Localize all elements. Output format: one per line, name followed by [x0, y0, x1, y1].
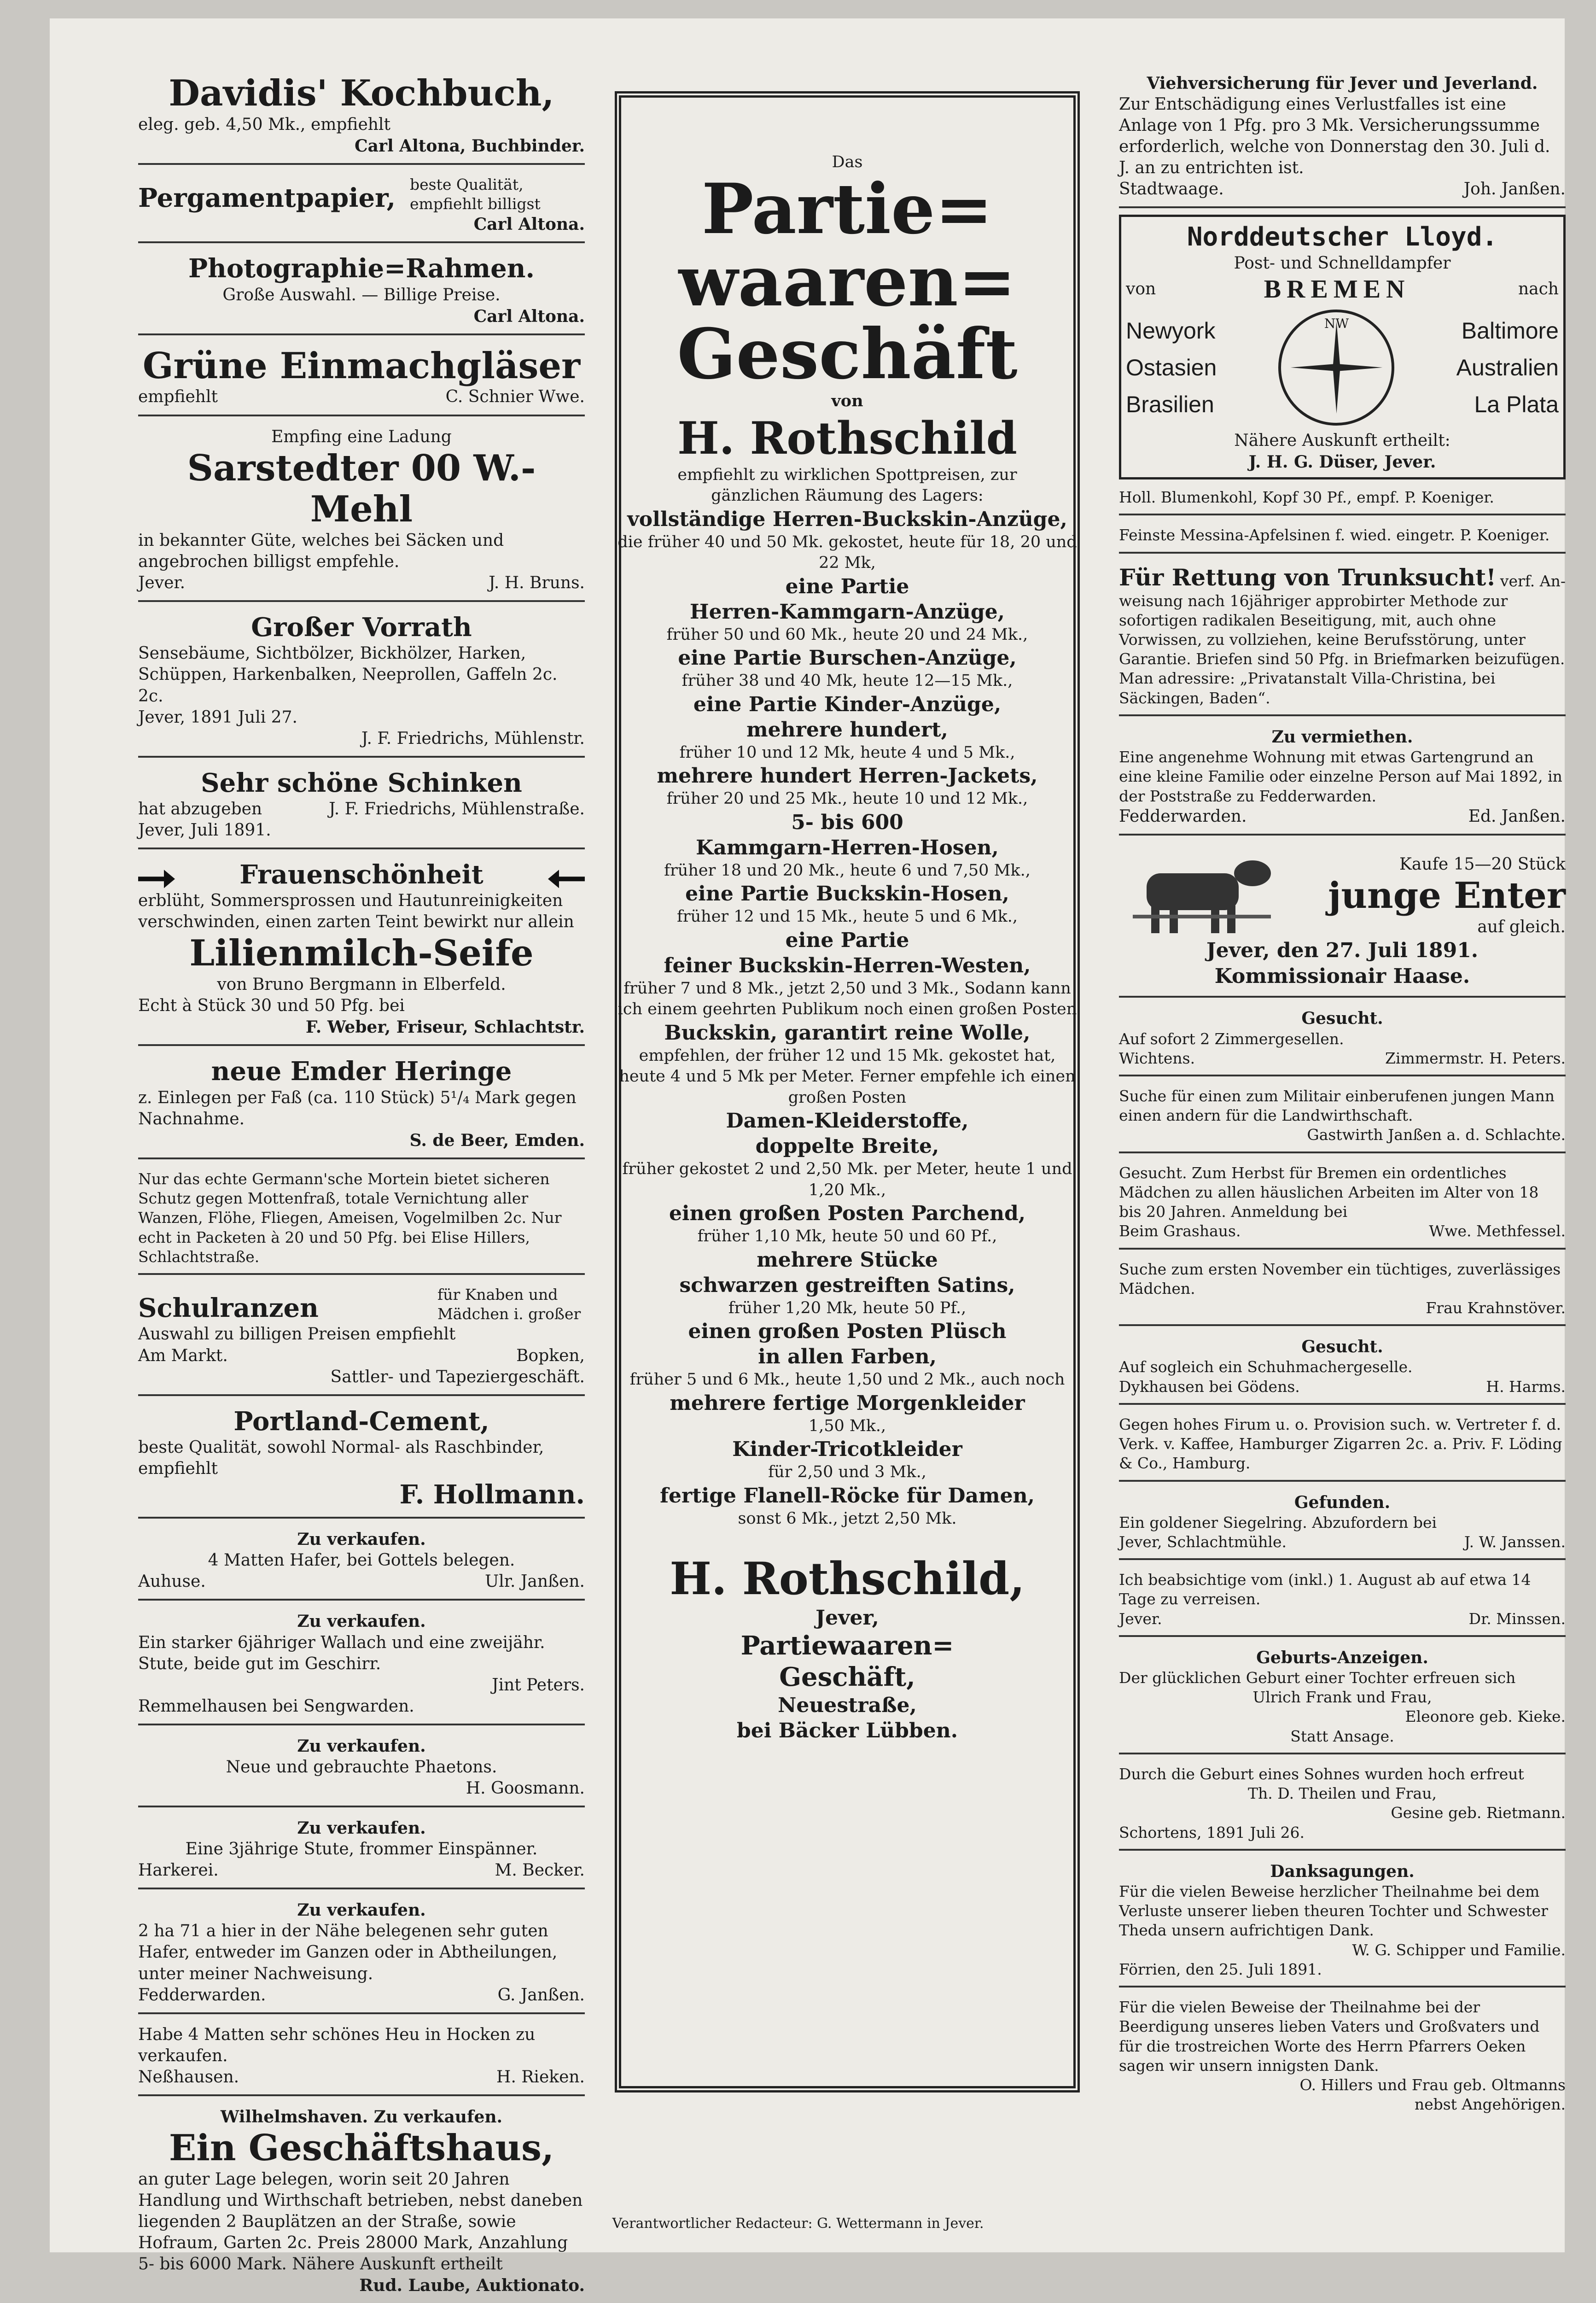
ad-geburt-tochter [1119, 1643, 1566, 1754]
ad-date: Förrien, den 25. Juli 1891. [1119, 1960, 1322, 1978]
ad-text: Zur Entschädigung eines Verlustfalles ist eine Anlage von 1 Pfg. pro 3 Mk. Versicherungssumme erforderlich, welche von Donnerstag den 30. Juli d. J. an zu entrichten ist. [1119, 95, 1550, 178]
ad-date: Jever, 1891 Juli 27. [138, 707, 297, 727]
ad-signature: J. F. Friedrichs, Mühlenstr. [361, 729, 585, 748]
ad-place: Jever, Schlachtmühle. [1119, 1532, 1287, 1551]
ad-text: Auswahl zu billigen Preisen empfiehlt [138, 1325, 456, 1344]
offer-list [617, 507, 1078, 1530]
offer-item-price: früher 7 und 8 Mk., jetzt 2,50 und 3 Mk., Sodann kann ich einem geehrten Publikum noch einen großen Posten [617, 979, 1077, 1019]
compass-icon [1278, 310, 1394, 426]
ad-text: Empfing eine Ladung [271, 427, 452, 446]
ad-title: Photographie=Rahmen. [188, 253, 535, 284]
pointing-hand-icon [548, 867, 585, 890]
ad-geburt-sohn [1119, 1761, 1566, 1851]
ad-signature: Jint Peters. [492, 1675, 585, 1695]
offer-item-title: eine Partie Kinder-Anzüge, [693, 692, 1002, 716]
ad-signature: H. Harms. [1486, 1377, 1566, 1396]
offer-item-price: früher 5 und 6 Mk., heute 1,50 und 2 Mk., auch noch [629, 1370, 1065, 1389]
ad-text: erblüht, Sommersprossen und Hautunreinigkeiten verschwinden, einen zarten Teint bewirkt nur allein [138, 891, 574, 932]
ad-text: verf. An- [1500, 572, 1566, 590]
ad-text: Eine angenehme Wohnung mit etwas Gartengrund an eine kleine Familie oder einzelne Person auf Mai 1892, in der Poststraße zu Fedderwarden. [1119, 748, 1562, 805]
ad-maedchen [1119, 1160, 1566, 1250]
ad-text: Habe 4 Matten sehr schönes Heu in Hocken zu verkaufen. [138, 2025, 536, 2065]
ad-vermiethen [1119, 723, 1566, 836]
offer-item-title: eine Partie [785, 928, 909, 952]
destination: Brasilien [1126, 391, 1214, 417]
merchant-address: Neuestraße, [778, 1693, 917, 1717]
ad-signature: H. Rieken. [496, 2067, 585, 2087]
ad-vorrath [138, 608, 585, 758]
offer-item-title: mehrere Stücke [757, 1248, 938, 1272]
ad-title: Partiewaaren= [740, 1631, 954, 1661]
ad-signature: Ulrich Frank und Frau, [1252, 1688, 1432, 1707]
ad-signature: F. Weber, Friseur, Schlachtstr. [305, 1017, 585, 1037]
ad-heading: Gesucht. [1301, 1337, 1383, 1357]
ad-signature: Frau Krahnstöver. [1426, 1299, 1566, 1317]
ad-heading: Zu verkaufen. [297, 1900, 426, 1920]
ad-photo-rahmen [138, 250, 585, 335]
ad-heading: Zu verkaufen. [297, 1612, 426, 1631]
ad-frauenschoenheit [138, 856, 585, 1046]
ad-signature: J. F. Friedrichs, Mühlenstraße. [329, 799, 585, 818]
destinations-left [1126, 312, 1217, 423]
ad-heading: Zu verkaufen. [297, 1736, 426, 1756]
ad-text: Statt Ansage. [1290, 1727, 1394, 1745]
offer-item-title: 5- bis 600 [791, 810, 903, 834]
ad-place: Jever. [1119, 1609, 1162, 1628]
ad-text: an guter Lage belegen, worin seit 20 Jahren Handlung und Wirthschaft betrieben, nebst daneben liegenden 2 Bauplätzen an der Straße, sowie Hofraum, Garten 2c. Preis 28000 Mark, Anzahlung 5- bis 6000 Mark. Nähere Auskunft ertheilt [138, 2169, 583, 2274]
ad-heading: Gefunden. [1294, 1492, 1391, 1512]
merchant-name: H. Rothschild, [670, 1553, 1025, 1605]
offer-item-title: eine Partie Burschen-Anzüge, [678, 646, 1017, 670]
merchant-town: Jever, [815, 1606, 879, 1630]
ad-place: Fedderwarden. [138, 1985, 266, 2005]
ad-landwirthschaft [1119, 1083, 1566, 1153]
ad-title: Portland-Cement, [233, 1406, 489, 1437]
cow-illustration [1119, 846, 1285, 938]
ad-title: Ein Geschäftshaus, [169, 2127, 554, 2169]
ad-title: Schulranzen [138, 1293, 319, 1324]
ad-signature: Gastwirth Janßen a. d. Schlachte. [1307, 1126, 1566, 1144]
ad-text: empfiehlt [138, 387, 218, 407]
ad-signature: Ulr. Janßen. [484, 1572, 585, 1591]
ad-pergament [138, 171, 585, 244]
merchant-name: H. Rothschild [677, 412, 1017, 464]
ad-title: Großer Vorrath [251, 612, 472, 643]
ad-signature: O. Hillers und Frau geb. Oltmanns [1299, 2075, 1566, 2094]
ad-signature: F. Hollmann. [399, 1479, 585, 1510]
ad-text: Sensebäume, Sichtbölzer, Bickhölzer, Harken, Schüppen, Harkenbalken, Neeprollen, Gaffeln 2c. 2c. [138, 644, 558, 706]
offer-item-title: Damen-Kleiderstoffe, [726, 1109, 969, 1133]
merchant-address: bei Bäcker Lübben. [736, 1718, 958, 1742]
ad-gefunden [1119, 1488, 1566, 1561]
column-right [1119, 69, 1566, 2127]
ad-text: z. Einlegen per Faß (ca. 110 Stück) 5¹/₄ Mark gegen Nachnahme. [138, 1088, 577, 1128]
ad-place: Neßhausen. [138, 2067, 239, 2087]
offer-item-title: Herren-Kammgarn-Anzüge, [690, 600, 1005, 624]
ad-signature: J. H. G. Düser, Jever. [1248, 452, 1436, 472]
ad-text: Durch die Geburt eines Sohnes wurden hoch erfreut [1119, 1765, 1524, 1783]
offer-item-price: früher 10 und 12 Mk, heute 4 und 5 Mk., [679, 743, 1015, 762]
ad-text: beste Qualität, empfiehlt billigst [410, 175, 541, 213]
ad-title: Frauenschönheit [239, 859, 483, 890]
offer-item-price: früher 12 und 15 Mk., heute 5 und 6 Mk., [676, 907, 1018, 926]
ad-text: Ich beabsichtige vom (inkl.) 1. August ab auf etwa 14 Tage zu verreisen. [1119, 1571, 1531, 1608]
column-left [138, 69, 585, 2303]
ad-heading: Wilhelmshaven. Zu verkaufen. [220, 2107, 503, 2127]
ad-blumenkohl [1119, 484, 1566, 515]
offer-item-title: Buckskin, garantirt reine Wolle, [664, 1021, 1031, 1045]
ad-text: Gesucht. Zum Herbst für Bremen ein ordentliches Mädchen zu allen häuslichen Arbeiten im Alter von 18 bis 20 Jahren. Anmeldung bei [1119, 1163, 1539, 1221]
ad-text: auf gleich. [1477, 917, 1566, 936]
ad-text: Echt à Stück 30 und 50 Pfg. bei [138, 996, 405, 1016]
ad-kochbuch [138, 69, 585, 165]
ad-signature: Carl Altona, Buchbinder. [355, 136, 585, 156]
ad-trunksucht [1119, 560, 1566, 716]
ad-apfelsinen [1119, 522, 1566, 553]
ad-text: Ein goldener Siegelring. Abzufordern bei [1119, 1513, 1437, 1531]
ad-signature: Bopken, [516, 1346, 585, 1365]
ad-heu [138, 2021, 585, 2096]
ad-title: Für Rettung von Trunksucht! [1119, 563, 1497, 591]
ad-gesucht-zimmer [1119, 1004, 1566, 1076]
ad-text: Neue und gebrauchte Phaetons. [226, 1757, 497, 1777]
ad-title: Geschäft [677, 313, 1018, 395]
offer-item-title: in allen Farben, [758, 1345, 937, 1369]
offer-item-price: früher 38 und 40 Mk, heute 12—15 Mk., [682, 672, 1013, 690]
offer-item-title: mehrere hundert, [746, 718, 948, 742]
ad-signature: Carl Altona. [473, 215, 585, 234]
ad-viehversicherung [1119, 69, 1566, 208]
offer-item-price: früher 1,10 Mk, heute 50 und 60 Pf., [697, 1227, 997, 1246]
destination: Ostasien [1126, 354, 1217, 380]
ad-text: Das [832, 153, 863, 171]
ad-text: 4 Matten Hafer, bei Gottels belegen. [208, 1551, 515, 1570]
ad-text: Große Auswahl. — Billige Preise. [222, 285, 501, 304]
offer-item-title: Kinder-Tricotkleider [732, 1438, 962, 1461]
ad-text: 2 ha 71 a hier in der Nähe belegenen sehr guten Hafer, entweder im Ganzen oder in Abtheilungen, unter meiner Nachweisung. [138, 1922, 558, 1983]
ad-text: Suche für einen zum Militair einberufenen jungen Mann einen andern für die Landwirthschaft. [1119, 1087, 1555, 1125]
ad-place: Jever. [138, 573, 186, 593]
offer-item-price: früher gekostet 2 und 2,50 Mk. per Meter, heute 1 und 1,20 Mk., [622, 1160, 1072, 1199]
ad-vertreter [1119, 1411, 1566, 1482]
ad-signature: H. Goosmann. [466, 1778, 585, 1798]
ad-signature: Eleonore geb. Kieke. [1405, 1707, 1566, 1726]
ad-signature: C. Schnier Wwe. [445, 387, 585, 407]
destination: Australien [1456, 354, 1559, 380]
ad-signature: W. G. Schipper und Familie. [1352, 1941, 1566, 1959]
ad-november [1119, 1256, 1566, 1327]
ad-signature: Gesine geb. Rietmann. [1391, 1804, 1566, 1822]
ad-heading: Zu vermiethen. [1271, 727, 1413, 747]
ad-signature: Joh. Janßen. [1463, 180, 1566, 199]
ad-text: Holl. Blumenkohl, Kopf 30 Pf., empf. P. Koeniger. [1119, 488, 1494, 507]
ad-text: von Bruno Bergmann in Elberfeld. [217, 975, 506, 994]
ad-title: Grüne Einmachgläser [142, 345, 581, 387]
compass-label: NW [1324, 316, 1349, 331]
ad-signature: J. H. Bruns. [489, 573, 585, 593]
offer-item-title: einen großen Posten Plüsch [688, 1320, 1007, 1344]
ad-place: Wichtens. [1119, 1049, 1195, 1067]
ad-schinken [138, 764, 585, 849]
ad-cement [138, 1403, 585, 1519]
ad-title: Pergamentpapier, [138, 183, 396, 214]
ad-signature: Sattler- und Tapeziergeschäft. [330, 1367, 585, 1386]
ad-text: Nähere Auskunft ertheilt: [1234, 431, 1450, 450]
offer-item-title: feiner Buckskin-Herren-Westen, [664, 953, 1031, 977]
ad-place: Harkerei. [138, 1861, 219, 1880]
offer-item-title: Kammgarn-Herren-Hosen, [696, 836, 999, 859]
ad-place: Fedderwarden. [1119, 807, 1247, 826]
ad-verkauf-phaetons [138, 1732, 585, 1807]
offer-item-title: eine Partie [785, 574, 909, 598]
ad-text: Feinste Messina-Apfelsinen f. wied. eingetr. P. Koeniger. [1119, 526, 1550, 544]
ad-signature: S. de Beer, Emden. [409, 1130, 585, 1150]
ad-text: Eine 3jährige Stute, frommer Einspänner. [185, 1840, 538, 1859]
offer-item-title: mehrere hundert Herren-Jackets, [657, 764, 1038, 788]
ad-signature: Zimmermstr. H. Peters. [1385, 1049, 1566, 1067]
ad-heringe [138, 1052, 585, 1159]
ad-text: Post- und Schnelldampfer [1234, 253, 1451, 273]
ad-verreisen [1119, 1567, 1566, 1637]
ad-text: von [1126, 280, 1156, 299]
ad-text: Ein starker 6jähriger Wallach und eine zweijähr. Stute, beide gut im Geschirr. [138, 1633, 545, 1673]
ad-mortein [138, 1166, 585, 1275]
ad-title: Partie= [701, 168, 993, 250]
ad-verkauf-stute [138, 1814, 585, 1889]
ad-heading: Zu verkaufen. [297, 1818, 426, 1838]
ad-product: Lilienmilch-Seife [189, 932, 534, 975]
ad-signature: Dr. Minssen. [1468, 1609, 1566, 1628]
offer-item-price: früher 20 und 25 Mk., heute 10 und 12 Mk., [666, 789, 1028, 808]
ad-place: Auhuse. [138, 1572, 206, 1591]
ad-place: Beim Grashaus. [1119, 1222, 1241, 1240]
offer-item-price: sonst 6 Mk., jetzt 2,50 Mk. [738, 1509, 957, 1528]
ad-text: in bekannter Güte, welches bei Säcken und angebrochen billigst empfehle. [138, 531, 504, 572]
ad-text: hat abzugeben [138, 799, 262, 818]
ad-text: nach [1518, 280, 1559, 299]
ad-norddeutscher-lloyd [1119, 215, 1566, 479]
ad-date: Jever, Juli 1891. [138, 821, 271, 840]
ad-signature: Ed. Janßen. [1468, 807, 1566, 826]
ad-text: Auf sogleich ein Schuhmachergeselle. [1119, 1358, 1413, 1376]
offer-item-price: früher 1,20 Mk, heute 50 Pf., [728, 1298, 967, 1317]
offer-item-price: 1,50 Mk., [808, 1416, 886, 1435]
ad-signature: J. W. Janssen. [1464, 1532, 1566, 1551]
ad-title: Sehr schöne Schinken [201, 767, 522, 798]
column-center-rothschild-ad [617, 92, 1078, 1743]
ad-signature: Th. D. Theilen und Frau, [1248, 1784, 1437, 1803]
ad-signature: Rud. Laube, Auktionato. [359, 2276, 585, 2296]
editor-credit: Verantwortlicher Redacteur: G. Wettermann in Jever. [612, 2215, 984, 2232]
ad-heading: Geburts-Anzeigen. [1256, 1648, 1428, 1667]
ad-text: weisung nach 16jähriger approbirter Methode zur sofortigen radikalen Beseitigung, mit, auch ohne Vorwissen, zu vollziehen, keine Berufsstörung, unter Garantie. Briefen sind 50 Pfg. in Briefmarken beizufügen. Man adressire: „Privatanstalt Villa-Christina, bei Säckingen, Baden“. [1119, 591, 1565, 707]
offer-item-title: schwarzen gestreiften Satins, [679, 1273, 1015, 1297]
ad-title: Geschäft, [779, 1661, 915, 1692]
ad-text: Suche zum ersten November ein tüchtiges, zuverlässiges Mädchen. [1119, 1260, 1561, 1298]
ad-heading: Gesucht. [1301, 1009, 1383, 1029]
ad-text: Für die vielen Beweise herzlicher Theilnahme bei dem Verluste unserer lieben theuren Tochter und Schwester Theda unsern aufrichtigen Dank. [1119, 1882, 1548, 1940]
ad-verkauf-hafer2 [138, 1896, 585, 2014]
ad-text: eleg. geb. 4,50 Mk., empfiehlt [138, 115, 390, 134]
ad-place: Am Markt. [138, 1346, 228, 1365]
ad-place: Stadtwaage. [1119, 180, 1224, 199]
ad-schulranzen [138, 1281, 585, 1396]
ad-junge-enter [1119, 842, 1566, 998]
offer-item-title: mehrere fertige Morgenkleider [670, 1391, 1025, 1415]
ad-signature: G. Janßen. [497, 1985, 585, 2005]
ad-title: Norddeutscher Lloyd. [1187, 222, 1498, 252]
offer-item-price: früher 50 und 60 Mk., heute 20 und 24 Mk., [666, 625, 1028, 644]
ad-city: BREMEN [1264, 275, 1410, 304]
pointing-hand-icon [138, 867, 175, 890]
ad-verkauf-wallach [138, 1607, 585, 1725]
ad-text: Auf sofort 2 Zimmergesellen. [1119, 1029, 1344, 1048]
destination: La Plata [1474, 391, 1559, 417]
ad-signature: Wwe. Methfessel. [1429, 1222, 1566, 1240]
ad-place: Dykhausen bei Gödens. [1119, 1377, 1300, 1396]
ad-date: Jever, den 27. Juli 1891. [1206, 938, 1479, 962]
destination: Newyork [1126, 317, 1216, 344]
ad-schuhmacher [1119, 1333, 1566, 1405]
ad-danksagung-1 [1119, 1857, 1566, 1987]
ad-text: Nur das echte Germann'sche Mortein bietet sicheren Schutz gegen Mottenfraß, totale Vernichtung aller Wanzen, Flöhe, Fliegen, Ameisen, Vogelmilben 2c. Nur echt in Packeten à 20 und 50 Pfg. bei Elise Hillers, Schlachtstraße. [138, 1169, 562, 1266]
offer-item-price: empfehlen, der früher 12 und 15 Mk. gekostet hat, heute 4 und 5 Mk per Meter. Ferner empfehle ich einen großen Posten [619, 1046, 1076, 1107]
ad-signature: Kommissionair Haase. [1214, 964, 1470, 988]
ad-date: Schortens, 1891 Juli 26. [1119, 1823, 1305, 1841]
ad-heading: Zu verkaufen. [297, 1530, 426, 1549]
ad-verkauf-hafer [138, 1525, 585, 1601]
ad-title: Viehversicherung für Jever und Jeverland. [1147, 74, 1538, 93]
ad-title: Sarstedter 00 W.-Mehl [187, 447, 536, 531]
ad-text: Für die vielen Beweise der Theilnahme bei der Beerdigung unseres lieben Vaters und Großvaters und für die trostreichen Worte des Herrn Pfarrers Oeken sagen wir unsern innigsten Dank. [1119, 1998, 1540, 2075]
destinations-right [1456, 312, 1559, 423]
offer-item-title: doppelte Breite, [755, 1134, 939, 1158]
ad-title: neue Emder Heringe [211, 1056, 512, 1087]
ad-title: Davidis' Kochbuch, [169, 72, 554, 114]
offer-item-title: vollständige Herren-Buckskin-Anzüge, [627, 507, 1067, 531]
ad-geschaeftshaus [138, 2103, 585, 2303]
ad-einmachglaeser [138, 342, 585, 416]
ad-text: für Knaben und Mädchen i. großer [437, 1285, 581, 1323]
ad-title: waaren= [678, 241, 1016, 322]
ad-title: junge Enter [1328, 875, 1566, 917]
offer-item-price: für 2,50 und 3 Mk., [768, 1463, 926, 1482]
ad-text: empfiehlt zu wirklichen Spottpreisen, zur gänzlichen Räumung des Lagers: [677, 465, 1017, 505]
ad-signature: M. Becker. [495, 1861, 585, 1880]
offer-item-title: eine Partie Buckskin-Hosen, [685, 882, 1009, 906]
offer-item-title: fertige Flanell-Röcke für Damen, [660, 1484, 1035, 1508]
ad-signature: Carl Altona. [473, 306, 585, 326]
ad-danksagung-2 [1119, 1994, 1566, 2121]
ad-mehl [138, 423, 585, 602]
ad-text: Kaufe 15—20 Stück [1399, 854, 1566, 874]
offer-item-price: früher 18 und 20 Mk., heute 6 und 7,50 Mk., [664, 861, 1031, 880]
ad-text: beste Qualität, sowohl Normal- als Raschbinder, empfiehlt [138, 1438, 544, 1478]
ad-place: Remmelhausen bei Sengwarden. [138, 1696, 414, 1716]
ad-text: Gegen hohes Firum u. o. Provision such. w. Vertreter f. d. Verk. v. Kaffee, Hamburger Zigarren 2c. a. Priv. F. Löding & Co., Hamburg. [1119, 1415, 1562, 1473]
ad-text: von [831, 392, 863, 410]
ad-signature: nebst Angehörigen. [1414, 2095, 1566, 2114]
ad-heading: Danksagungen. [1270, 1861, 1415, 1881]
ad-text: Der glücklichen Geburt einer Tochter erfreuen sich [1119, 1668, 1516, 1687]
offer-item-price: die früher 40 und 50 Mk. gekostet, heute für 18, 20 und 22 Mk, [617, 532, 1077, 573]
offer-item-title: einen großen Posten Parchend, [669, 1202, 1026, 1226]
destination: Baltimore [1461, 317, 1559, 344]
